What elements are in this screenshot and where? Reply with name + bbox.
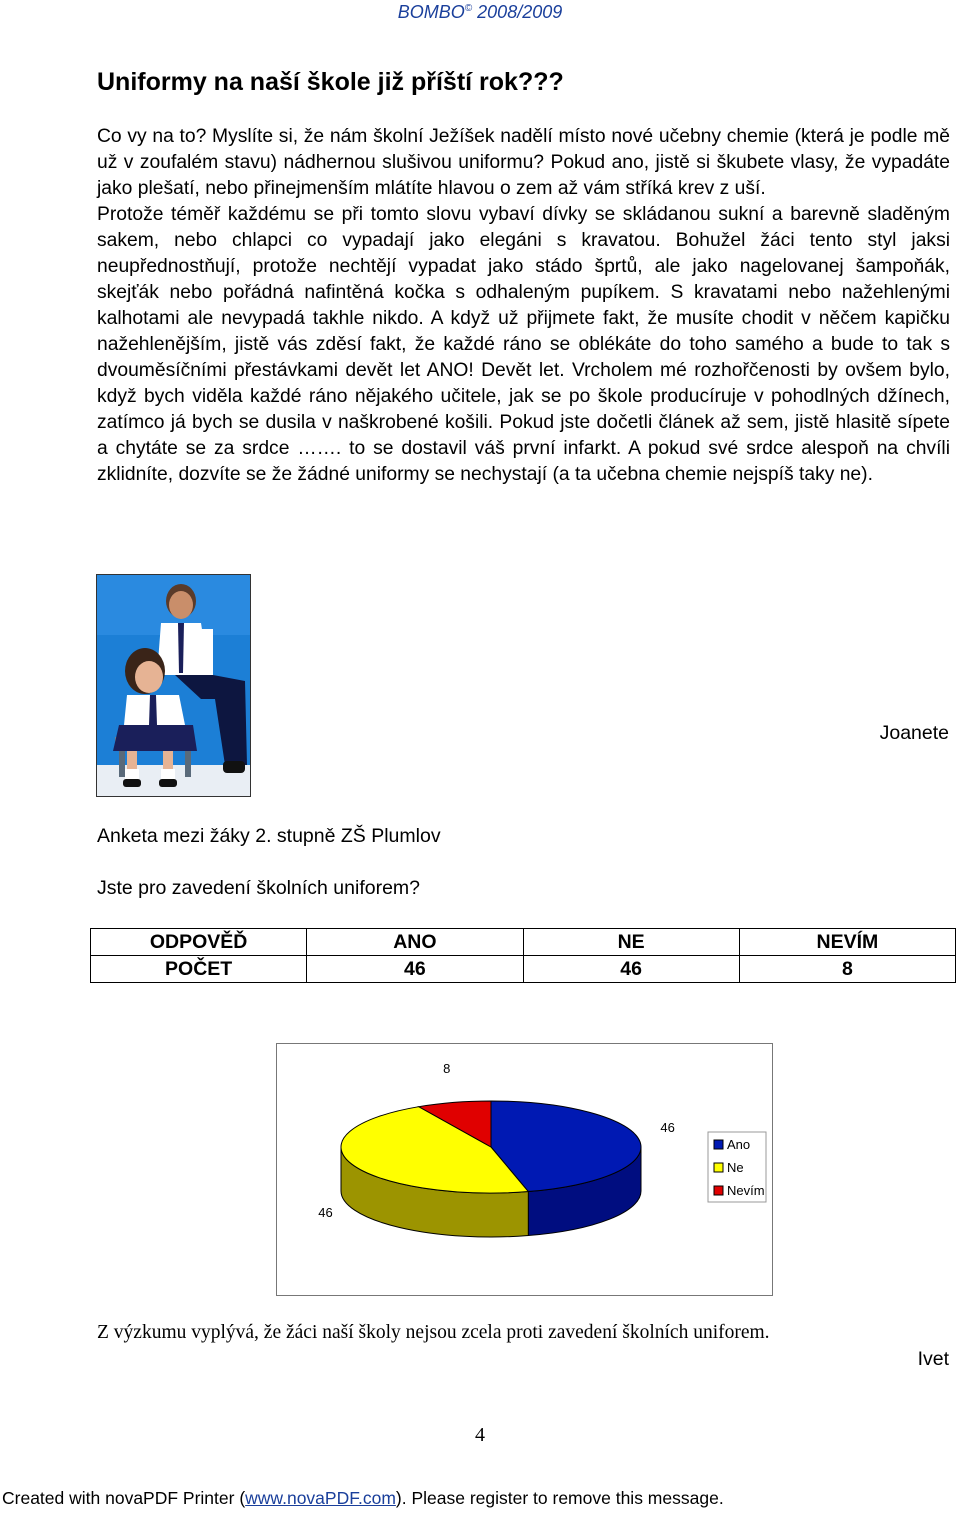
page-header [0,2,960,23]
article-paragraph-2: Protože téměř každému se při tomto slovu vybaví dívky se skládanou sukní a barevně sladěným sakem, nebo chlapci co vypadají jako elegáni s kravatou. Bohužel žáci tento styl jaksi neupřednostňují, protože nechtějí vypadat jako stádo šprtů, ale jako nagelovanej šampoňák, skejťák nebo pořádná nafintěná kočka s odhaleným pupíkem. S kravatami nebo nažehlenými kalhotami ale nevypadá takhle nikdo. A když už přijmete fakt, že musíte chodit v něčem kapičku nažehlenějším, jistě vás zděsí fakt, že každé ráno se oblékáte do toho samého a bude to tak s dvouměsíčními přestávkami devět let ANO! Devět let. Vrcholem mé rozhořčenosti by ovšem bylo, když bych viděla každé ráno nějakého učitele, jak se po škole producíruje v pohodlných džínech, zatímco já bych se dusila v naškrobené košili. Pokud jste dočetli článek až sem, jistě hlasitě sípete a chytáte se za srdce ……. to se dostavil váš první infarkt. A pokud své srdce alespoň na chvíli zklidníte, dozvíte se že žádné uniformy se nechystají (a ta učebna chemie nejspíš taky ne). [97,204,950,485]
table-cell: ODPOVĚĎ [91,929,307,956]
table-cell: NEVÍM [739,929,955,956]
legend-label-nevím: Nevím [727,1183,765,1198]
survey-title: Anketa mezi žáky 2. stupně ZŠ Plumlov [97,825,441,847]
copyright-mark: © [464,3,473,14]
pie-data-label: 8 [443,1061,451,1077]
header-text: BOMBO [397,2,465,22]
article-paragraph-1: Co vy na to? Myslíte si, že nám školní Ježíšek nadělí místo nové učebny chemie (která je podle mě už v zoufalém stavu) nádhernou slušivou uniformu? Pokud ano, jistě si škubete vlasy, že vypadáte jako plešatí, nebo přinejmenším mlátíte hlavou o zem až vám stříká krev z uší. [97,126,950,199]
legend-swatch-nevím [714,1186,723,1195]
survey-question: Jste pro zavedení školních uniforem? [97,877,421,899]
pie-data-label: 46 [660,1120,675,1136]
table-cell: 46 [523,956,739,983]
legend-swatch-ano [714,1140,723,1149]
footer-link[interactable]: www.novaPDF.com [245,1488,396,1508]
article-body [97,124,950,488]
legend-label-ano: Ano [727,1137,751,1152]
table-cell: NE [523,929,739,956]
table-cell: 46 [307,956,523,983]
article-author: Joanete [879,722,949,744]
pie-data-label: 46 [318,1204,333,1220]
legend-label-ne: Ne [727,1160,744,1175]
page-number: 4 [475,1424,485,1446]
table-row [91,956,956,983]
pie-chart [277,1044,772,1295]
footer-text-end: ). Please register to remove this message. [395,1488,724,1508]
table-cell: ANO [307,929,523,956]
table-header-row [91,929,956,956]
survey-conclusion: Z výzkumu vyplývá, že žáci naší školy nejsou zcela proti zavedení školních uniforem. [97,1322,770,1343]
survey-author: Ivet [917,1348,949,1370]
footer-text-start: Created with novaPDF Printer ( [2,1488,246,1508]
uniform-children-photo [96,574,251,797]
article-title: Uniformy na naší škole již příští rok??? [97,68,564,96]
chart-legend [708,1132,766,1202]
pdf-footer [2,1488,724,1509]
table-cell: 8 [739,956,955,983]
pie-chart-container [276,1043,773,1296]
table-cell: POČET [91,956,307,983]
header-year: 2008/2009 [477,2,563,22]
results-table [90,928,956,983]
legend-swatch-ne [714,1163,723,1172]
photo-illustration [97,575,250,796]
